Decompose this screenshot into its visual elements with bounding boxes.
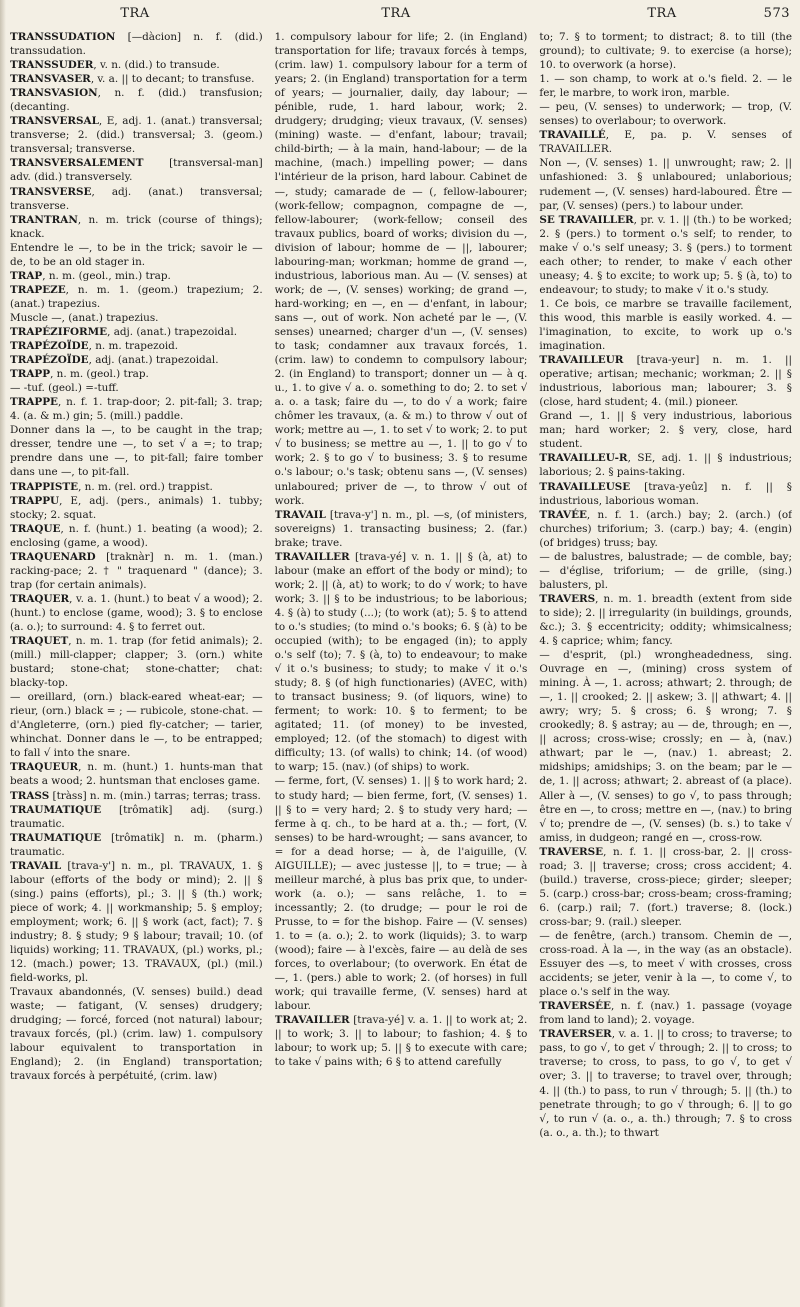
dictionary-entry: — ferme, fort, (V. senses) 1. || § to work hard; 2. to study hard; — bien ferme, fort, (V. senses) 1. || § to = very hard; 2. § to study very hard; — ferme à q. ch., to be hard at a. th.; — fort, (V. senses) to be hard-wrought; — sans avancer, to = for a dead horse; — à, de l'aiguille, (V. AIGUILLE); — avec justesse ||, to = true; — à meilleur marché, à plus bas prix que, to under-work (a. o.); — sans relâche, 1. to = incessantly; 2. (to drudge; — pour le roi de Prusse, to = for the bishop. Faire — (V. senses) 1. to = (a. o.); 2. to work (liquids); 3. to warp (wood); faire — à l'excès, faire — au delà de ses forces, to overlabour; (to overwork. En état de —, 1. (pers.) able to work; 2. (of horses) in full work; qui travaille ferme, (V. senses) hard at labour.: [274, 775, 528, 1013]
entry-headword: TRAPEZE: [10, 283, 66, 296]
entry-headword: TRAQUEUR: [10, 761, 79, 774]
dictionary-entry: TRAVAILLER [trava-yé] v. n. 1. || § (à, at) to labour (make an effort of the body or mind); to work; 2. || (à, at) to work; to do √ work; to have work; 3. || § to be industrious; to be laborious; 4. § (à) to study (...); (to work (at); 5. § to attend to o.'s studies; (to mind o.'s books; 6. § (à) to be occupied (with); to be engaged (in); to apply o.'s self (to); 7. § (à, to) to endeavour; to make √ it o.'s business; to study; to make √ it o.'s study; 8. § (of high functionaries) (AVEC, with) to transact business; 9. (of liquors, wine) to ferment; to work: 10. § to ferment; to be agitated; 11. (of money) to be invested, employed; 12. (of the stomach) to digest with difficulty; 13. (of walls) to chink; 14. (of wood) to warp; 15. (nav.) (of ships) to work.: [274, 550, 528, 774]
entry-headword: TRAVERSE: [539, 845, 604, 858]
dictionary-entry: TRANSSUDATION [—dàcion] n. f. (did.) transsudation.: [10, 31, 263, 58]
entry-headword: TRANSSUDER: [10, 59, 94, 72]
scan-edge-shadow: [0, 0, 6, 1307]
entry-headword: TRAVERSER: [539, 1028, 612, 1041]
entry-headword: TRAVAILLEUSE: [539, 480, 631, 493]
dictionary-entry: 1. compulsory labour for life; 2. (in England) transportation for life; travaux forcés à temps, (crim. law) 1. compulsory labour for a term of years; 2. (in England) transportation for a term of years; — journalier, daily, day labour; — pénible, rude, 1. hard labour, work; 2. drudgery; drudging; vieux travaux, (V. senses) (mining) waste. — d'enfant, labour; travail; child-birth; — à la main, hand-labour; — de la machine, (mach.) impelling power; — dans l'intérieur de la prison, hard labour. Cabinet de —, study; camarade de — (, fellow-labourer; (work-fellow; compagnon, compagne de —, fellow-labourer; (work-fellow; conseil des travaux publics, board of works; division du —, division of labour; homme de — ||, labourer; labouring-man; workman; homme de grand —, industrious, laborious man. Au — (V. senses) at work; de —, (V. senses) working; de grand —, hard-working; en —, en — d'enfant, in labour; sans —, out of work. Non acheté par le —, (V. senses) unearned; charger d'un —, (V. senses) to task; condamner aux travaux forcés, 1. (crim. law) to condemn to compulsory labour; 2. (in England) to transport; donner un — à q. u., 1. to give √ a. o. something to do; 2. to set √ a. o. a task; faire du —, to do √ a work; faire chômer les travaux, (a. & m.) to throw √ out of work; mettre au —, 1. to set √ to work; 2. to put √ to business; se mettre au —, 1. || to go √ to work; 2. § to go √ to business; 3. § to resume o.'s labour; o.'s task; obtenu sans —, (V. senses) unlaboured; priver de —, to throw √ out of work.: [274, 31, 528, 507]
dictionary-entry: TRAUMATIQUE [trômatik] n. m. (pharm.) traumatic.: [10, 831, 263, 858]
dictionary-entry: TRAVERSE, n. f. 1. || cross-bar, 2. || cross-road; 3. || traverse; cross; cross accident; 4. (build.) traverse, cross-piece; girder; sleeper; 5. (carp.) cross-bar; cross-beam; cross-framing; 6. (carp.) rail; 7. (fort.) traverse; 8. (lock.) cross-bar; 9. (rail.) sleeper.: [539, 845, 792, 928]
entry-headword: TRAQUER: [10, 592, 70, 605]
dictionary-entry: Travaux abandonnés, (V. senses) build.) dead waste; — fatigant, (V. senses) drudgery; drudging; — forcé, forced (not natural) labour; travaux forcés, (pl.) (crim. law) 1. compulsory labour equivalent to transportation in England); 2. (in England) transportation; travaux forcés à perpétuité, (crim. law): [10, 986, 263, 1083]
dictionary-entry: TRAVÉE, n. f. 1. (arch.) bay; 2. (arch.) (of churches) triforium; 3. (carp.) bay; 4. (engin) (of bridges) truss; bay.: [539, 508, 792, 549]
dictionary-entry: TRAVAILLEU-R, SE, adj. 1. || § industrious; laborious; 2. § pains-taking.: [539, 452, 792, 479]
dictionary-entry: TRAVAIL [trava-y'] n. m., pl. TRAVAUX, 1. § labour (efforts of the body or mind); 2. || § (sing.) pains (efforts), pl.; 3. || § (th.) work; piece of work; 4. || workmanship; 5. § employ; employment; work; 6. || § work (act, fact); 7. § industry; 8. § study; 9 § labour; travail; 10. (of liquids) working; 11. TRAVAUX, (pl.) works, pl.; 12. (mach.) power; 13. TRAVAUX, (pl.) (mil.) field-works, pl.: [10, 859, 263, 985]
entry-headword: TRAVÉE: [539, 508, 587, 521]
dictionary-entry: TRAVERS, n. m. 1. breadth (extent from side to side); 2. || irregularity (in buildings, grounds, &c.); 3. § eccentricity; oddity; whimsicalness; 4. § caprice; whim; fancy.: [539, 592, 792, 648]
dictionary-entry: TRAPPISTE, n. m. (rel. ord.) trappist.: [10, 480, 213, 493]
entry-headword: TRAP: [10, 269, 43, 282]
header-right-running-head: TRA: [647, 6, 677, 21]
entry-headword: TRAUMATIQUE: [10, 831, 102, 844]
entry-headword: TRASS: [10, 789, 50, 802]
dictionary-entry: TRANSVASION, n. f. (did.) transfusion; (decanting.: [10, 87, 263, 114]
entry-headword: TRAPPU: [10, 494, 60, 507]
dictionary-entry: TRANSVERSALEMENT [transversal-man] adv. (did.) transversely.: [10, 157, 263, 184]
dictionary-entry: — de balustres, balustrade; — de comble, bay; — d'église, triforium; — de grille, (sing.) balusters, pl.: [539, 550, 792, 591]
entry-headword: TRAVAILLER: [274, 550, 350, 563]
dictionary-entry: TRAVAILLEUR [trava-yeur] n. m. 1. || operative; artisan; mechanic; workman; 2. || § industrious, laborious man; labourer; 3. § (close, hard student; 4. (mil.) pioneer.: [539, 354, 792, 409]
entry-headword: TRAVAILLEUR: [539, 354, 624, 367]
dictionary-entry: Muscle —, (anat.) trapezius.: [10, 311, 159, 324]
entry-headword: TRANSVASER: [10, 73, 91, 86]
entry-headword: TRAVAILLEU-R: [539, 452, 628, 465]
dictionary-entry: TRANTRAN, n. m. trick (course of things); knack.: [10, 213, 263, 240]
column-right: [539, 30, 792, 1295]
dictionary-entry: TRANSVERSAL, E, adj. 1. (anat.) transversal; transverse; 2. (did.) transversal; 3. (geom.) transversal; transverse.: [10, 115, 263, 156]
entry-headword: TRAVERSÉE: [539, 1000, 611, 1013]
dictionary-entry: TRAUMATIQUE [trômatik] adj. (surg.) traumatic.: [10, 803, 263, 830]
dictionary-entry: TRAP, n. m. (geol., min.) trap.: [10, 269, 171, 282]
dictionary-entry: TRAPPE, n. f. 1. trap-door; 2. pit-fall; 3. trap; 4. (a. & m.) gin; 5. (mill.) paddle.: [10, 396, 263, 423]
dictionary-entry: Grand —, 1. || § very industrious, laborious man; hard worker; 2. § very, close, hard student.: [539, 410, 792, 451]
column-left: [10, 30, 263, 1295]
dictionary-entry: TRAPEZE, n. m. 1. (geom.) trapezium; 2. (anat.) trapezius.: [10, 283, 263, 310]
entry-headword: TRAQUET: [10, 635, 69, 648]
entry-headword: TRANSVASION: [10, 87, 98, 100]
dictionary-entry: TRAQUENARD [traknàr] n. m. 1. (man.) racking-pace; 2. † " traquenard " (dance); 3. trap (for certain animals).: [10, 550, 263, 591]
dictionary-entry: TRAVERSER, v. a. 1. || to cross; to traverse; to pass, to go √, to get √ through; 2. || to cross; to traverse; to cross, to pass, to go √, to get √ over; 3. || to traverse; to travel over, through; 4. || (th.) to pass, to run √ through; 5. || (th.) to penetrate through; to go √ through; 6. || to go √, to run √ (a. o., a. th.) through; 7. § to cross (a. o., a. th.); to thwart: [539, 1028, 792, 1139]
dictionary-entry: 1. — son champ, to work at o.'s field. 2. — le fer, le marbre, to work iron, marble.: [539, 73, 792, 100]
dictionary-entry: TRAPPU, E, adj. (pers., animals) 1. tubby; stocky; 2. squat.: [10, 494, 263, 521]
dictionary-entry: — d'esprit, (pl.) wrongheadedness, sing. Ouvrage en —, (mining) cross system of mining. À —, 1. across; athwart; 2. through; de —, 1. || crooked; 2. || askew; 3. || athwart; 4. || awry; wry; 5. § cross; 6. § wrong; 7. § crookedly; 8. § astray; au — de, through; en —, || across; cross-wise; crossly; en — à, (nav.) athwart; par le —, (nav.) 1. abreast; 2. midships; amidships; 3. on the beam; par le — de, 1. || across; athwart; 2. abreast of (a place). Aller à —, (V. senses) to go √, to pass through; être en —, to cross; mettre en —, (nav.) to bring √ to; prendre de —, (V. senses) (b. s.) to take √ amiss, in dudgeon; rangé en —, cross-row.: [539, 649, 792, 844]
dictionary-entry: TRAPÉZOÏDE, n. m. trapezoid.: [10, 340, 179, 353]
dictionary-entry: TRANSVERSE, adj. (anat.) transversal; transverse.: [10, 185, 263, 212]
dictionary-entry: SE TRAVAILLER, pr. v. 1. || (th.) to be worked; 2. § (pers.) to torment o.'s self; to render, to make √ o.'s self uneasy; 3. § (pers.) to torment each other; to render, to make √ each other uneasy; 4. § to excite; to work up; 5. § (à, to) to endeavour; to study; to make √ it o.'s study.: [539, 213, 792, 296]
entry-headword: TRAPÉZOÏDE: [10, 354, 89, 367]
dictionary-entry: Donner dans la —, to be caught in the trap; dresser, tendre une —, to set √ a =; to trap; prendre dans une —, to pit-fall; faire tomber dans une —, to pit-fall.: [10, 424, 263, 479]
entry-headword: TRAVAIL: [10, 859, 62, 872]
dictionary-entry: TRAVAILLEUSE [trava-yeûz] n. f. || § industrious, laborious woman.: [539, 480, 792, 507]
dictionary-entry: TRAPÉZOÏDE, adj. (anat.) trapezoidal.: [10, 354, 219, 367]
entry-headword: TRANSSUDATION: [10, 31, 116, 43]
dictionary-entry: TRAVAIL [trava-y'] n. m., pl. —s, (of ministers, sovereigns) 1. transacting business; 2. (far.) brake; trave.: [274, 508, 528, 549]
header-middle-running-head: TRA: [381, 6, 411, 21]
dictionary-entry: — de fenêtre, (arch.) transom. Chemin de —, cross-road. À la —, in the way (as an obstacle). Essuyer des —s, to meet √ with crosses, cross accidents; se jeter, venir à la —, to come √, to place o.'s self in the way.: [539, 930, 792, 999]
dictionary-entry: TRAQUE, n. f. (hunt.) 1. beating (a wood); 2. enclosing (game, a wood).: [10, 522, 263, 549]
page-header: [10, 6, 792, 30]
dictionary-entry: — peu, (V. senses) to underwork; — trop, (V. senses) to overlabour; to overwork.: [539, 101, 792, 128]
entry-headword: TRAPP: [10, 368, 51, 381]
entry-headword: TRAUMATIQUE: [10, 803, 102, 816]
dictionary-entry: — -tuf. (geol.) =-tuff.: [10, 382, 119, 395]
page-number: 573: [763, 6, 790, 21]
entry-headword: TRANSVERSE: [10, 185, 92, 198]
entry-headword: TRANSVERSALEMENT: [10, 157, 144, 170]
dictionary-entry: TRAVAILLER [trava-yé] v. a. 1. || to work at; 2. || to work; 3. || to labour; to fashion; 4. § to labour; to work up; 5. || § to execute with care; to take √ pains with; 6 § to attend carefully: [274, 1014, 528, 1069]
dictionary-entry: TRAQUER, v. a. 1. (hunt.) to beat √ a wood); 2. (hunt.) to enclose (game, wood); 3. § to enclose (a. o.); to surround: 4. § to ferret out.: [10, 592, 263, 633]
entry-headword: TRAQUENARD: [10, 550, 96, 563]
text-columns: [10, 30, 792, 1295]
entry-headword: TRAQUE: [10, 522, 61, 535]
dictionary-entry: — oreillard, (orn.) black-eared wheat-ear; — rieur, (orn.) black = ; — rubicole, stone-chat. — d'Angleterre, (orn.) pied fly-catcher; — tarier, whinchat. Donner dans le —, to be entrapped; to fall √ into the snare.: [10, 691, 263, 760]
entry-headword: TRANTRAN: [10, 213, 78, 226]
column-middle: [275, 30, 528, 1295]
dictionary-entry: to; 7. § to torment; to distract; 8. to till (the ground); to cultivate; 9. to exercise (a horse); 10. to overwork (a horse).: [539, 31, 792, 72]
dictionary-entry: TRANSVASER, v. a. || to decant; to transfuse.: [10, 73, 255, 86]
entry-headword: TRAVAILLER: [274, 1014, 350, 1027]
entry-headword: SE TRAVAILLER: [539, 213, 634, 226]
entry-headword: TRAVAILLÉ: [539, 129, 606, 142]
entry-headword: TRAPÉZIFORME: [10, 325, 108, 338]
dictionary-entry: TRAVERSÉE, n. f. (nav.) 1. passage (voyage from land to land); 2. voyage.: [539, 1000, 792, 1027]
entry-headword: TRAPÉZOÏDE: [10, 340, 89, 353]
dictionary-entry: Entendre le —, to be in the trick; savoir le — de, to be an old stager in.: [10, 241, 263, 268]
dictionary-entry: TRAPÉZIFORME, adj. (anat.) trapezoidal.: [10, 325, 238, 338]
entry-headword: TRAVAIL: [274, 508, 326, 521]
dictionary-entry: TRASS [tràss] n. m. (min.) tarras; terras; trass.: [10, 789, 261, 802]
entry-headword: TRAPPISTE: [10, 480, 79, 493]
header-left-running-head: TRA: [120, 6, 150, 21]
header-right-block: [532, 6, 792, 21]
entry-headword: TRAVERS: [539, 592, 596, 605]
dictionary-entry: TRAVAILLÉ, E, pa. p. V. senses of TRAVAILLER.: [539, 129, 792, 156]
entry-headword: TRAPPE: [10, 396, 58, 409]
dictionary-entry: TRAPP, n. m. (geol.) trap.: [10, 368, 149, 381]
dictionary-entry: TRANSSUDER, v. n. (did.) to transude.: [10, 59, 220, 72]
entry-headword: TRANSVERSAL: [10, 115, 99, 128]
dictionary-entry: TRAQUEUR, n. m. (hunt.) 1. hunts-man that beats a wood; 2. huntsman that encloses game.: [10, 761, 263, 788]
dictionary-entry: TRAQUET, n. m. 1. trap (for fetid animals); 2. (mill.) mill-clapper; clapper; 3. (orn.) white bustard; stone-chat; stone-chatter; chat: blacky-top.: [10, 635, 263, 690]
dictionary-entry: Non —, (V. senses) 1. || unwrought; raw; 2. || unfashioned: 3. § unlaboured; unlaborious; rudement —, (V. senses) hard-laboured. Être — par, (V. senses) (pers.) to labour under.: [539, 157, 792, 212]
dictionary-entry: 1. Ce bois, ce marbre se travaille facilement, this wood, this marble is easily worked. 4. — l'imagination, to excite, to work up o.'s imagination.: [539, 297, 792, 353]
